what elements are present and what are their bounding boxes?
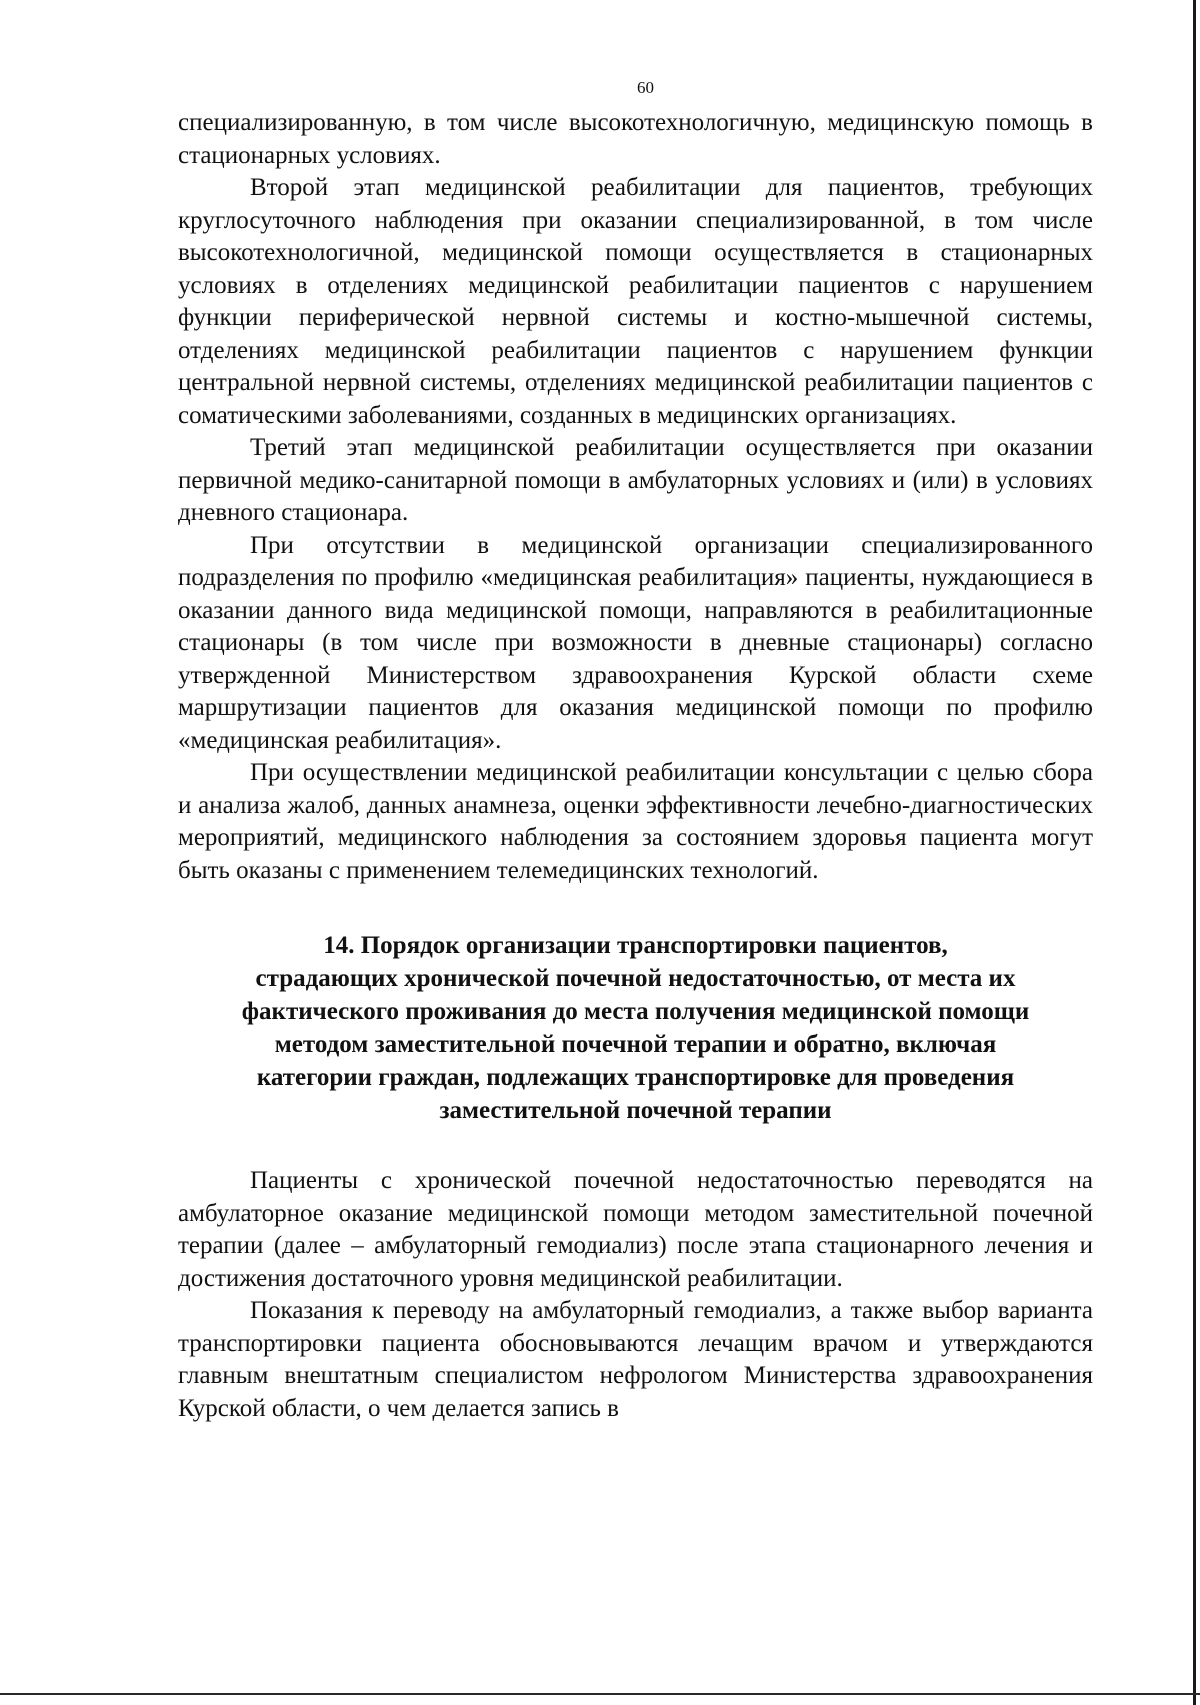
document-page bbox=[178, 78, 1093, 1425]
paragraph-telemedicine: При осуществлении медицинской реабилитации консультации с целью сбора и анализа жалоб, данных анамнеза, оценки эффективности лечебно-диагностических мероприятий, медицинского наблюдения за состоянием здоровья пациента могут быть оказаны с применением телемедицинских технологий. bbox=[178, 759, 1093, 884]
section-heading-line: категории граждан, подлежащих транспортировке для проведения bbox=[256, 1064, 1015, 1091]
section-heading-line: 14. Порядок организации транспортировки пациентов, bbox=[323, 932, 948, 959]
body-text-after bbox=[178, 1165, 1093, 1425]
paragraph-hemodialysis-transfer: Пациенты с хронической почечной недостаточностью переводятся на амбулаторное оказание медицинской помощи методом заместительной почечной терапии (далее – амбулаторный гемодиализ) после этапа стационарного лечения и достижения достаточного уровня медицинской реабилитации. bbox=[178, 1167, 1093, 1292]
scan-edge-right bbox=[1193, 0, 1196, 1705]
body-text-before bbox=[178, 107, 1093, 887]
section-heading-line: страдающих хронической почечной недостаточностью, от места их bbox=[255, 965, 1016, 992]
section-heading-line: фактического проживания до места получения медицинской помощи bbox=[241, 998, 1030, 1025]
paragraph-second-stage: Второй этап медицинской реабилитации для пациентов, требующих круглосуточного наблюдения при оказании специализированной, в том числе высокотехнологичной, медицинской помощи осуществляется в стационарных условиях в отделениях медицинской реабилитации пациентов с нарушением функции периферической нервной системы и костно-мышечной системы, отделениях медицинской реабилитации пациентов с нарушением функции центральной нервной системы, отделениях медицинской реабилитации пациентов с соматическими заболеваниями, созданных в медицинских организациях. bbox=[178, 174, 1093, 429]
paragraph-indications: Показания к переводу на амбулаторный гемодиализ, а также выбор варианта транспортировки пациента обосновываются лечащим врачом и утверждаются главным внештатным специалистом нефрологом Министерства здравоохранения Курской области, о чем делается запись в bbox=[178, 1297, 1093, 1422]
section-heading bbox=[178, 929, 1093, 1127]
paragraph-third-stage: Третий этап медицинской реабилитации осуществляется при оказании первичной медико-санитарной помощи в амбулаторных условиях и (или) в условиях дневного стационара. bbox=[178, 434, 1093, 526]
section-heading-line: методом заместительной почечной терапии и обратно, включая bbox=[274, 1031, 997, 1058]
scan-edge-bottom bbox=[0, 1693, 1200, 1695]
page-number: 60 bbox=[637, 78, 654, 97]
paragraph-no-unit: При отсутствии в медицинской организации специализированного подразделения по профилю «медицинская реабилитация» пациенты, нуждающиеся в оказании данного вида медицинской помощи, направляются в реабилитационные стационары (в том числе при возможности в дневные стационары) согласно утвержденной Министерством здравоохранения Курской области схеме маршрутизации пациентов для оказания медицинской помощи по профилю «медицинская реабилитация». bbox=[178, 531, 1093, 754]
paragraph-continuation: специализированную, в том числе высокотехнологичную, медицинскую помощь в стационарных условиях. bbox=[178, 109, 1093, 169]
section-heading-line: заместительной почечной терапии bbox=[439, 1097, 832, 1124]
